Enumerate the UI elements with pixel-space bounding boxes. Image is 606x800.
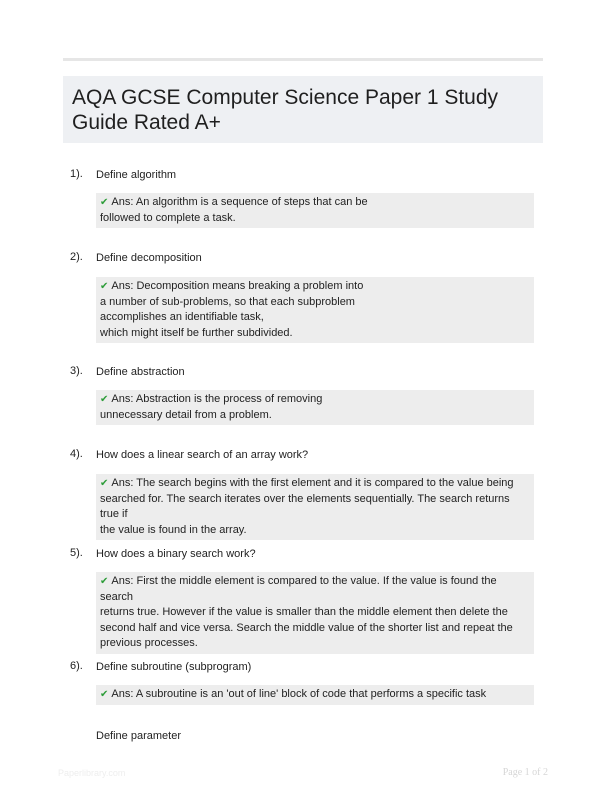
answer-line: unnecessary detail from a problem. (100, 408, 272, 421)
question-text: How does a linear search of an array work? (96, 449, 309, 461)
answer-box (96, 193, 534, 228)
page-title: AQA GCSE Computer Science Paper 1 Study Guide Rated A+ (72, 86, 499, 134)
answer-prefix: Ans: (111, 575, 134, 587)
answer-line: returns true. However if the value is smaller than the middle element then delete the (100, 606, 508, 618)
answer-prefix: Ans: (111, 196, 134, 208)
answer-prefix: Ans: (111, 477, 134, 489)
question-text: Define subroutine (subprogram) (96, 661, 252, 673)
question-number: 6). (70, 660, 83, 672)
check-icon: ✔ (100, 689, 109, 700)
question-text: How does a binary search work? (96, 548, 256, 560)
answer-prefix: Ans: (111, 688, 134, 700)
check-icon: ✔ (100, 576, 109, 587)
answer-box (96, 685, 534, 705)
question-number: 2). (70, 251, 83, 263)
answer-line: which might itself be further subdivided. (100, 326, 293, 339)
answer-line: previous processes. (100, 637, 198, 649)
question-text: Define parameter (96, 730, 181, 742)
answer-box (96, 277, 534, 343)
answer-box (96, 572, 534, 654)
check-icon: ✔ (100, 394, 109, 405)
answer-prefix: Ans: (111, 280, 134, 292)
page-number: Page 1 of 2 (502, 767, 548, 778)
answer-line: followed to complete a task. (100, 211, 236, 224)
answer-line: a number of sub-problems, so that each subproblem (100, 295, 355, 308)
check-icon: ✔ (100, 478, 109, 489)
answer-line: The search begins with the first element and it is compared to the value being (136, 477, 514, 489)
footer-watermark: Paperlibrary.com (58, 768, 126, 778)
check-icon: ✔ (100, 281, 109, 292)
question-text: Define abstraction (96, 366, 185, 378)
check-icon: ✔ (100, 197, 109, 208)
answer-line: First the middle element is compared to the value. If the value is found the search (100, 575, 497, 603)
answer-line: An algorithm is a sequence of steps that can be (135, 196, 368, 208)
title-banner (63, 76, 543, 143)
answer-line: Abstraction is the process of removing (135, 393, 323, 405)
question-number: 5). (70, 547, 83, 559)
answer-line: Decomposition means breaking a problem into (136, 280, 364, 292)
question-text: Define decomposition (96, 252, 202, 264)
answer-box (96, 390, 534, 425)
answer-prefix: Ans: (111, 393, 134, 405)
question-number: 4). (70, 448, 83, 460)
question-number: 3). (70, 365, 83, 377)
answer-line: second half and vice versa. Search the middle value of the shorter list and repeat the (100, 621, 513, 634)
answer-box (96, 474, 534, 540)
answer-line: searched for. The search iterates over the elements sequentially. The search returns true if (100, 492, 510, 520)
answer-line: accomplishes an identifiable task, (100, 311, 264, 323)
top-divider (63, 58, 543, 61)
answer-line: A subroutine is an 'out of line' block of code that performs a specific task (135, 688, 487, 700)
question-number: 1). (70, 168, 83, 180)
answer-line: the value is found in the array. (100, 523, 247, 536)
question-text: Define algorithm (96, 169, 177, 181)
